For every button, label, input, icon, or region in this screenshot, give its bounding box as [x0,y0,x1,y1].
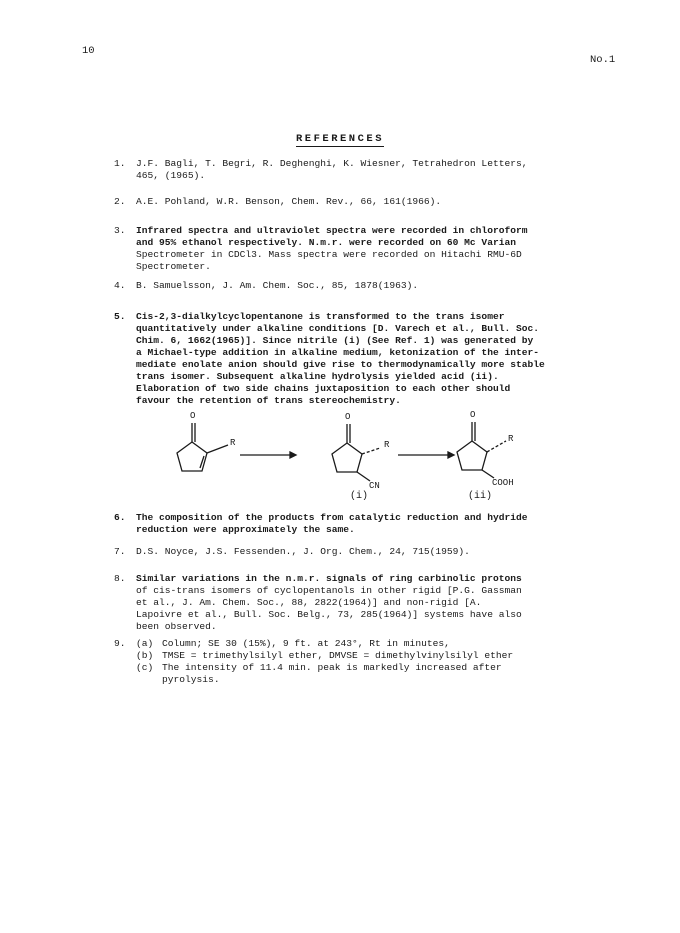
reference-6 [114,512,586,536]
reaction-scheme [160,405,540,505]
reference-number: 4. [114,280,126,291]
reference-line: A.E. Pohland, W.R. Benson, Chem. Rev., 66, 161(1966). [136,196,442,207]
reference-line: reduction were approximately the same. [136,524,355,535]
nitrile-structure [332,424,380,481]
reference-line: trans isomer. Subsequent alkaline hydrolysis yielded acid (ii). [136,371,499,382]
reference-line: D.S. Noyce, J.S. Fessenden., J. Org. Chem., 24, 715(1959). [136,546,470,557]
reference-line: been observed. [136,621,217,632]
references-heading: REFERENCES [295,133,384,145]
oxygen-label: O [345,412,351,422]
oxygen-label: O [190,411,196,421]
r-group-label: R [384,440,390,450]
r-group-label: R [508,434,514,444]
reference-1 [114,158,586,182]
reference-subitem: (a) Column; SE 30 (15%), 9 ft. at 243°, Rt in minutes, [136,638,450,649]
reference-line: Lapoivre et al., Bull. Soc. Belg., 73, 285(1964)] systems have also [136,609,522,620]
reference-number: 5. [114,311,126,322]
reference-line: quantitatively under alkaline conditions [D. Varech et al., Bull. Soc. [136,323,540,334]
reference-number: 2. [114,196,126,207]
reference-number: 1. [114,158,126,169]
reference-number: 6. [114,512,126,523]
r-group-label: R [230,438,236,448]
reference-3 [114,225,586,273]
page-number: 10 [82,45,95,57]
compound-label-i: (i) [350,491,369,502]
reference-line: Similar variations in the n.m.r. signals of ring carbinolic protons [136,573,522,584]
reference-line: 465, (1965). [136,170,206,181]
reference-number: 3. [114,225,126,236]
reference-line: a Michael-type addition in alkaline medium, ketonization of the inter- [136,347,540,358]
reference-line: Infrared spectra and ultraviolet spectra were recorded in chloroform [136,225,528,236]
reference-9 [114,638,586,686]
reference-line: Cis-2,3-dialkylcyclopentanone is transformed to the trans isomer [136,311,505,322]
compound-label-ii: (ii) [468,491,493,502]
reference-subitem: pyrolysis. [162,674,220,685]
reference-line: B. Samuelsson, J. Am. Chem. Soc., 85, 1878(1963). [136,280,419,291]
reference-line: mediate enolate anion should give rise to thermodynamically more stable [136,359,545,370]
reference-7 [114,546,586,558]
cyano-label: CN [369,481,380,491]
reference-line: of cis-trans isomers of cyclopentanols in other rigid [P.G. Gassman [136,585,522,596]
acid-structure [457,422,506,478]
reference-number: 9. [114,638,126,649]
cyclopentenone-structure [177,423,228,471]
reference-line: Spectrometer. [136,261,211,272]
reference-line: and 95% ethanol respectively. N.m.r. were recorded on 60 Mc Varian [136,237,516,248]
reference-line: Spectrometer in CDCl3. Mass spectra were recorded on Hitachi RMU-6D [136,249,522,260]
reference-line: The composition of the products from catalytic reduction and hydride [136,512,528,523]
reference-line: et al., J. Am. Chem. Soc., 88, 2822(1964)] and non-rigid [A. [136,597,482,608]
reference-line: J.F. Bagli, T. Begri, R. Deghenghi, K. Wiesner, Tetrahedron Letters, [136,158,528,169]
oxygen-label: O [470,410,476,420]
reference-number: 8. [114,573,126,584]
reference-line: Elaboration of two side chains juxtaposition to each other should [136,383,511,394]
reference-2 [114,196,586,208]
reference-5 [114,311,586,407]
reference-8 [114,573,586,633]
reference-subitem: (c) The intensity of 11.4 min. peak is markedly increased after [136,662,502,673]
reference-subitem: (b) TMSE = trimethylsilyl ether, DMVSE = dimethylvinylsilyl ether [136,650,514,661]
carboxyl-label: COOH [492,478,514,488]
reference-line: Chim. 6, 1662(1965)]. Since nitrile (i) (See Ref. 1) was generated by [136,335,534,346]
reference-line: favour the retention of trans stereochemistry. [136,395,401,406]
reference-4 [114,280,586,292]
journal-issue: No.1 [590,54,616,66]
reference-number: 7. [114,546,126,557]
